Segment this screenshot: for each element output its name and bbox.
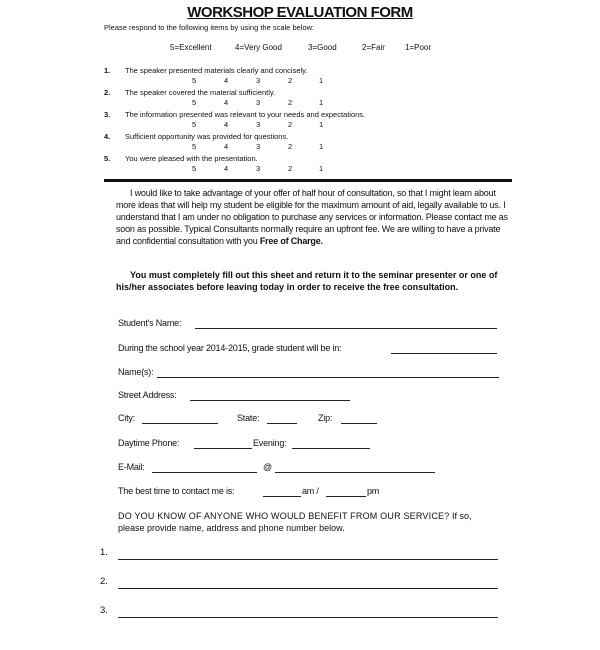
rating-1[interactable]: 1 — [319, 164, 324, 173]
state-field[interactable] — [267, 423, 297, 424]
names-label: Name(s): — [118, 367, 154, 377]
best-time-label: The best time to contact me is: — [118, 486, 235, 496]
rating-1[interactable]: 1 — [319, 120, 324, 129]
referral-number: 1. — [100, 547, 108, 558]
evening-phone-field[interactable] — [292, 448, 370, 449]
rating-4[interactable]: 4 — [224, 120, 229, 129]
rating-2[interactable]: 2 — [288, 164, 293, 173]
instructions: Please respond to the following items by using the scale below: — [104, 23, 315, 32]
referral-line-1[interactable] — [118, 559, 498, 560]
state-label: State: — [237, 413, 260, 423]
referral-line-2[interactable] — [118, 588, 498, 589]
names-field[interactable] — [157, 377, 499, 378]
evening-label: Evening: — [253, 438, 287, 448]
scale-good: 3=Good — [308, 43, 337, 52]
student-name-label: Student's Name: — [118, 318, 182, 328]
zip-field[interactable] — [341, 423, 377, 424]
email-label: E-Mail: — [118, 462, 145, 472]
rating-4[interactable]: 4 — [224, 76, 229, 85]
rating-2[interactable]: 2 — [288, 98, 293, 107]
street-address-label: Street Address: — [118, 390, 177, 400]
referral-question-upper: DO YOU KNOW OF ANYONE WHO WOULD BENEFIT FROM OUR SERVICE? — [118, 511, 450, 521]
rating-3[interactable]: 3 — [256, 142, 261, 151]
question-text: The information presented was relevant to your needs and expectations. — [125, 110, 366, 119]
question-number: 1. — [104, 66, 111, 75]
rating-4[interactable]: 4 — [224, 142, 229, 151]
am-label: am / — [302, 486, 319, 496]
section-divider — [104, 179, 512, 182]
rating-2[interactable]: 2 — [288, 76, 293, 85]
rating-5[interactable]: 5 — [192, 76, 197, 85]
referral-question-rest: If so, please provide name, address and phone number below. — [118, 511, 472, 533]
daytime-phone-field[interactable] — [194, 448, 252, 449]
best-time-am-field[interactable] — [263, 496, 301, 497]
rating-4[interactable]: 4 — [224, 164, 229, 173]
rating-1[interactable]: 1 — [319, 142, 324, 151]
city-field[interactable] — [142, 423, 218, 424]
question-text: The speaker presented materials clearly and concisely. — [125, 66, 308, 75]
rating-4[interactable]: 4 — [224, 98, 229, 107]
referral-number: 3. — [100, 605, 108, 616]
daytime-phone-label: Daytime Phone: — [118, 438, 180, 448]
city-label: City: — [118, 413, 136, 423]
question-text: You were pleased with the presentation. — [125, 154, 258, 163]
question-number: 4. — [104, 132, 111, 141]
rating-1[interactable]: 1 — [319, 98, 324, 107]
scale-poor: 1=Poor — [405, 43, 432, 52]
free-of-charge: Free of Charge. — [259, 236, 323, 246]
return-notice — [116, 270, 516, 293]
question-number: 3. — [104, 110, 111, 119]
scale-very-good: 4=Very Good — [235, 43, 282, 52]
notice-text: You must completely fill out this sheet and return it to the seminar presenter or one of his/her associates before leaving today in order to receive the free consultation. — [116, 270, 498, 292]
scale-excellent: 5=Excellent — [170, 43, 212, 52]
rating-1[interactable]: 1 — [319, 76, 324, 85]
referral-line-3[interactable] — [118, 617, 498, 618]
form-title: WORKSHOP EVALUATION FORM — [187, 4, 413, 21]
email-domain-field[interactable] — [275, 472, 435, 473]
email-user-field[interactable] — [152, 472, 257, 473]
scale-fair: 2=Fair — [362, 43, 385, 52]
referral-number: 2. — [100, 576, 108, 587]
best-time-pm-field[interactable] — [326, 496, 366, 497]
rating-3[interactable]: 3 — [256, 120, 261, 129]
street-address-field[interactable] — [190, 400, 350, 401]
consultation-paragraph — [116, 187, 516, 247]
referral-question — [118, 510, 478, 534]
question-text: Sufficient opportunity was provided for questions. — [125, 132, 289, 141]
rating-3[interactable]: 3 — [256, 164, 261, 173]
question-text: The speaker covered the material sufficiently. — [125, 88, 276, 97]
rating-3[interactable]: 3 — [256, 98, 261, 107]
rating-5[interactable]: 5 — [192, 98, 197, 107]
student-name-field[interactable] — [195, 328, 497, 329]
pm-label: pm — [367, 486, 380, 496]
question-number: 2. — [104, 88, 111, 97]
question-number: 5. — [104, 154, 111, 163]
rating-5[interactable]: 5 — [192, 120, 197, 129]
rating-2[interactable]: 2 — [288, 142, 293, 151]
school-year-label: During the school year 2014-2015, grade student will be in: — [118, 343, 342, 353]
zip-label: Zip: — [318, 413, 333, 423]
email-at-sign: @ — [263, 462, 272, 472]
rating-5[interactable]: 5 — [192, 164, 197, 173]
grade-field[interactable] — [391, 353, 497, 354]
rating-2[interactable]: 2 — [288, 120, 293, 129]
rating-5[interactable]: 5 — [192, 142, 197, 151]
consultation-text: I would like to take advantage of your offer of half hour of consultation, so that I might learn about more ideas that will help my student be eligible for the maximum amount of aid, legally available to us. I understand that I am under no obligation to purchase any services or information. Please contact me as soon as possible. Typical Consultants normally require an upfront fee. We are willing to have a private and confidential consultation with you — [116, 188, 508, 246]
rating-3[interactable]: 3 — [256, 76, 261, 85]
